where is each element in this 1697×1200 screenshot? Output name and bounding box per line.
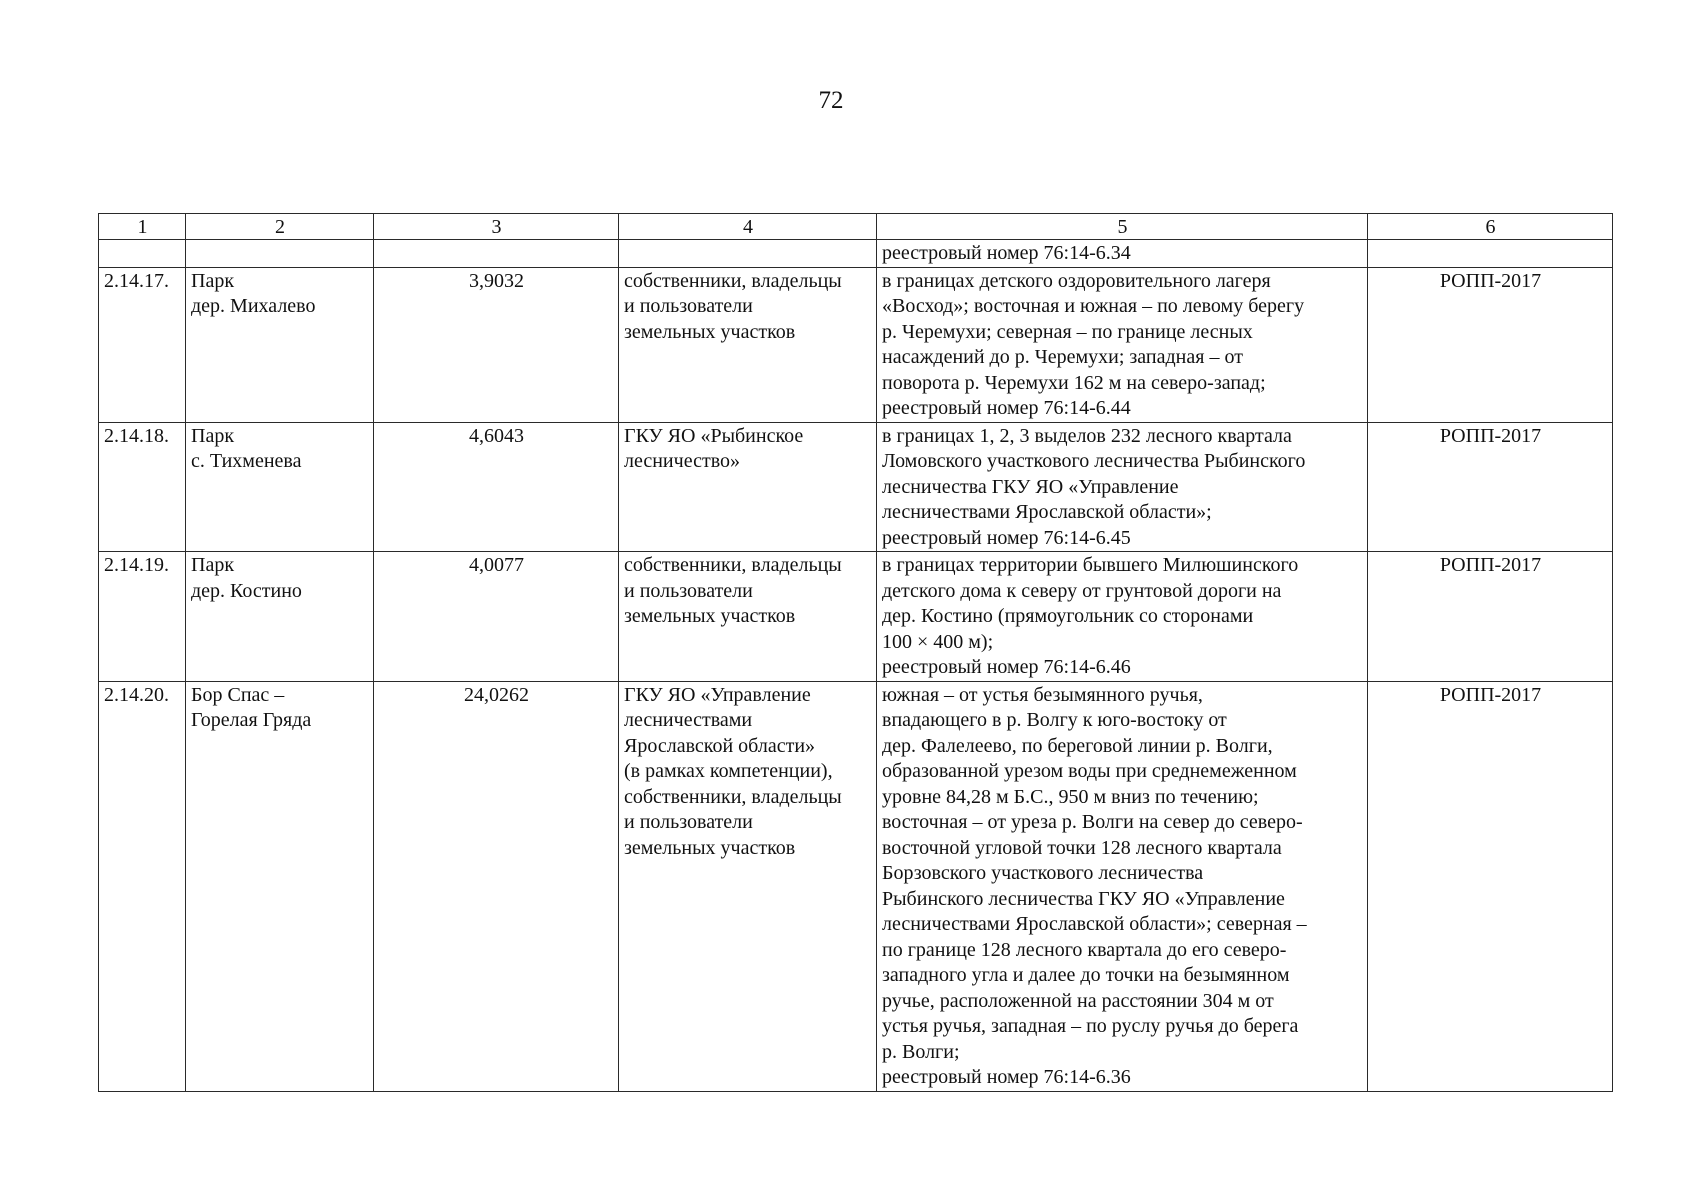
column-number: 4 [619, 214, 877, 240]
basis-cell [1368, 240, 1613, 268]
bounds-cell: реестровый номер 76:14-6.34 [877, 240, 1368, 268]
column-number-row [99, 214, 1613, 240]
name-cell: Парк дер. Михалево [186, 267, 374, 422]
area-cell [374, 240, 619, 268]
table-row [99, 552, 1613, 682]
name-cell [186, 240, 374, 268]
area-cell: 3,9032 [374, 267, 619, 422]
column-number: 1 [99, 214, 186, 240]
basis-cell: РОПП-2017 [1368, 681, 1613, 1091]
basis-cell: РОПП-2017 [1368, 552, 1613, 682]
owner-cell: ГКУ ЯО «Рыбинское лесничество» [619, 422, 877, 552]
row-number-cell: 2.14.18. [99, 422, 186, 552]
area-cell: 4,0077 [374, 552, 619, 682]
owner-cell [619, 240, 877, 268]
owner-cell: собственники, владельцы и пользователи земельных участков [619, 552, 877, 682]
column-number: 3 [374, 214, 619, 240]
column-number: 2 [186, 214, 374, 240]
bounds-cell: в границах территории бывшего Милюшинского детского дома к северу от грунтовой дороги на дер. Костино (прямоугольник со сторонами 100 × 400 м); реестровый номер 76:14-6.46 [877, 552, 1368, 682]
name-cell: Парк с. Тихменева [186, 422, 374, 552]
area-cell: 24,0262 [374, 681, 619, 1091]
row-number-cell: 2.14.19. [99, 552, 186, 682]
row-number-cell [99, 240, 186, 268]
row-number-cell: 2.14.17. [99, 267, 186, 422]
page-number: 72 [818, 87, 844, 114]
row-number-cell: 2.14.20. [99, 681, 186, 1091]
table-row [99, 267, 1613, 422]
bounds-cell: южная – от устья безымянного ручья, впадающего в р. Волгу к юго-востоку от дер. Фалелеево, по береговой линии р. Волги, образованной урезом воды при среднемеженном уровне 84,28 м Б.С., 950 м вниз по течению; восточная – от уреза р. Волги на север до северо- восточной угловой точки 128 лесного квартала Борзовского участкового лесничества Рыбинского лесничества ГКУ ЯО «Управление лесничествами Ярославской области»; северная – по границе 128 лесного квартала до его северо- западного угла и далее до точки на безымянном ручье, расположенной на расстоянии 304 м от устья ручья, западная – по руслу ручья до берега р. Волги; реестровый номер 76:14-6.36 [877, 681, 1368, 1091]
bounds-cell: в границах 1, 2, 3 выделов 232 лесного квартала Ломовского участкового лесничества Рыбинского лесничества ГКУ ЯО «Управление лесничествами Ярославской области»; реестровый номер 76:14-6.45 [877, 422, 1368, 552]
name-cell: Парк дер. Костино [186, 552, 374, 682]
name-cell: Бор Спас – Горелая Гряда [186, 681, 374, 1091]
owner-cell: ГКУ ЯО «Управление лесничествами Ярославской области» (в рамках компетенции), собственники, владельцы и пользователи земельных участков [619, 681, 877, 1091]
bounds-cell: в границах детского оздоровительного лагеря «Восход»; восточная и южная – по левому берегу р. Черемухи; северная – по границе лесных насаждений до р. Черемухи; западная – от поворота р. Черемухи 162 м на северо-запад; реестровый номер 76:14-6.44 [877, 267, 1368, 422]
basis-cell: РОПП-2017 [1368, 422, 1613, 552]
column-number: 6 [1368, 214, 1613, 240]
table-row-continuation [99, 240, 1613, 268]
protected-areas-table [98, 213, 1613, 1092]
table-row [99, 422, 1613, 552]
table-row [99, 681, 1613, 1091]
basis-cell: РОПП-2017 [1368, 267, 1613, 422]
owner-cell: собственники, владельцы и пользователи земельных участков [619, 267, 877, 422]
column-number: 5 [877, 214, 1368, 240]
area-cell: 4,6043 [374, 422, 619, 552]
